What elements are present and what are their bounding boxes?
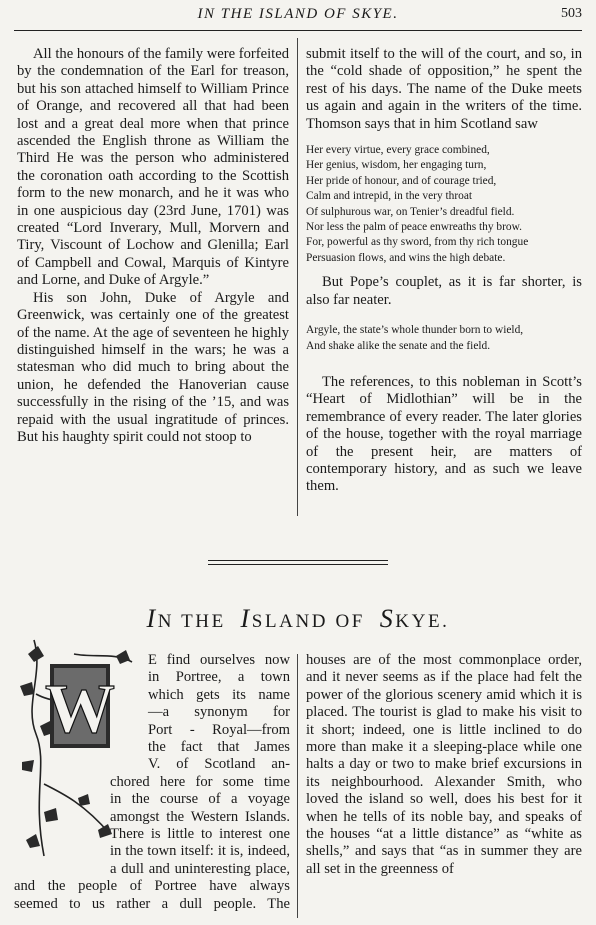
verse-line: Her genius, wisdom, her engaging turn, bbox=[306, 159, 487, 172]
verse-line: Of sulphurous war, on Tenier’s dreadful field. bbox=[306, 205, 515, 218]
right-column bbox=[306, 46, 582, 496]
title-initial: I bbox=[146, 604, 158, 633]
text-line: in the town itself: it is, indeed, bbox=[110, 843, 290, 860]
text-line: and the people of Portree have always bbox=[14, 878, 290, 895]
title-word: SLAND OF bbox=[251, 611, 365, 632]
text-line: seemed to us rather a dull people. The bbox=[14, 895, 290, 912]
text-line: Port - Royal—from bbox=[148, 721, 290, 738]
article-right-column bbox=[306, 652, 582, 878]
verse-line: Calm and intrepid, in the very throat bbox=[306, 190, 473, 203]
text-line: E find ourselves now bbox=[148, 652, 290, 668]
paragraph-son-john: His son John, Duke of Argyle and Greenwick, was certainly one of the greatest of the name. At the age of seventeen he highly distinguished himself in the wars; he was a statesman who did much to bring about the union, he defended the Hanoverian cause successfully in the rising of the ’15, and was repaid with the usual ingratitude of princes. But his haughty spirit could not stoop to bbox=[17, 289, 289, 445]
dropcap-letter: W bbox=[45, 671, 115, 748]
article-title bbox=[0, 604, 596, 634]
text-line: amongst the Western Islands. bbox=[110, 808, 290, 825]
paragraph-houses: houses are of the most commonplace order, and it never seems as if the place had felt the power of the glorious scenery amid which it is placed. The tourist is glad to make his visit to it short; indeed, one is little inclined to do more than make it a sleeping-place while one halts a day or two to make brief excursions in its neighbourhood. Alexander Smith, who loved the island so well, does his best for it when he tells of its noble bay, and speaks of the houses “at a little distance” as “white as shells,” and says that “as in summer they are all set in the greenness of bbox=[306, 652, 582, 877]
paragraph-references: The references, to this nobleman in Scott’s “Heart of Midlothian” will be in the remembrance of every reader. The later glories of the house, together with the royal marriage of the present heir, are matters of contemporary history, and as such we leave them. bbox=[306, 373, 582, 495]
title-word: KYE. bbox=[395, 611, 450, 632]
text-line: —a synonym for bbox=[148, 704, 290, 721]
thomson-verse bbox=[306, 143, 582, 266]
verse-line: Persuasion flows, and wins the high debate. bbox=[306, 251, 506, 264]
text-line: V. of Scotland an- bbox=[148, 756, 290, 773]
verse-line: Her every virtue, every grace combined, bbox=[306, 144, 490, 157]
verse-line: Her pride of honour, and of courage tried, bbox=[306, 174, 497, 187]
section-rule-thin bbox=[208, 564, 388, 565]
article-left-column bbox=[14, 652, 290, 913]
left-column bbox=[17, 46, 289, 446]
text-line: chored here for some time bbox=[110, 773, 290, 790]
text-line: There is little to interest one bbox=[110, 826, 290, 843]
paragraph-honours: All the honours of the family were forfeited by the condemnation of the Earl for treason, but his son attached himself to William Prince of Orange, and recovered all that had been lost and a great deal more when that prince ascended the English throne as William the Third He was the person who administered the coronation oath according to the Scottish form to the new monarch, and he it was who in one auspicious day (23rd June, 1701) was created “Lord Inverary, Mull, Morvern and Tiry, Viscount of Lochow and Glenilla; Earl of Campbell and Cowal, Marquis of Kintyre and Lorne, and Duke of Argyle.” bbox=[17, 46, 289, 289]
text-line: in the course of a voyage bbox=[110, 791, 290, 808]
title-initial: S bbox=[379, 604, 396, 633]
paragraph-pope: But Pope’s couplet, as it is far shorter, is also far neater. bbox=[306, 274, 582, 308]
title-initial: I bbox=[240, 604, 252, 633]
verse-line: For, powerful as thy sword, from thy rich tongue bbox=[306, 236, 529, 249]
verse-line: Argyle, the state’s whole thunder born to wield, bbox=[306, 324, 524, 337]
column-divider bbox=[297, 38, 298, 516]
section-rule bbox=[208, 560, 388, 561]
title-word: N THE bbox=[157, 611, 226, 632]
article-column-divider bbox=[297, 654, 298, 918]
text-line: in Portree, a town bbox=[148, 669, 290, 686]
header-rule bbox=[14, 30, 582, 31]
page-number: 503 bbox=[561, 6, 582, 21]
text-line: which gets its name bbox=[148, 686, 290, 703]
paragraph-submit: submit itself to the will of the court, and so, in the “cold shade of opposition,” he spent the rest of his days. The name of the Duke meets us again and again in the writers of the time. Thomson says that in him Scotland saw bbox=[306, 46, 582, 132]
verse-line: Nor less the palm of peace enwreaths thy brow. bbox=[306, 221, 522, 234]
pope-couplet bbox=[306, 323, 582, 354]
verse-line: And shake alike the senate and the field. bbox=[306, 339, 491, 352]
text-line: a dull and uninteresting place, bbox=[110, 860, 290, 877]
running-title: IN THE ISLAND OF SKYE. bbox=[197, 6, 399, 22]
text-line: the fact that James bbox=[148, 739, 290, 756]
running-header bbox=[0, 6, 596, 30]
